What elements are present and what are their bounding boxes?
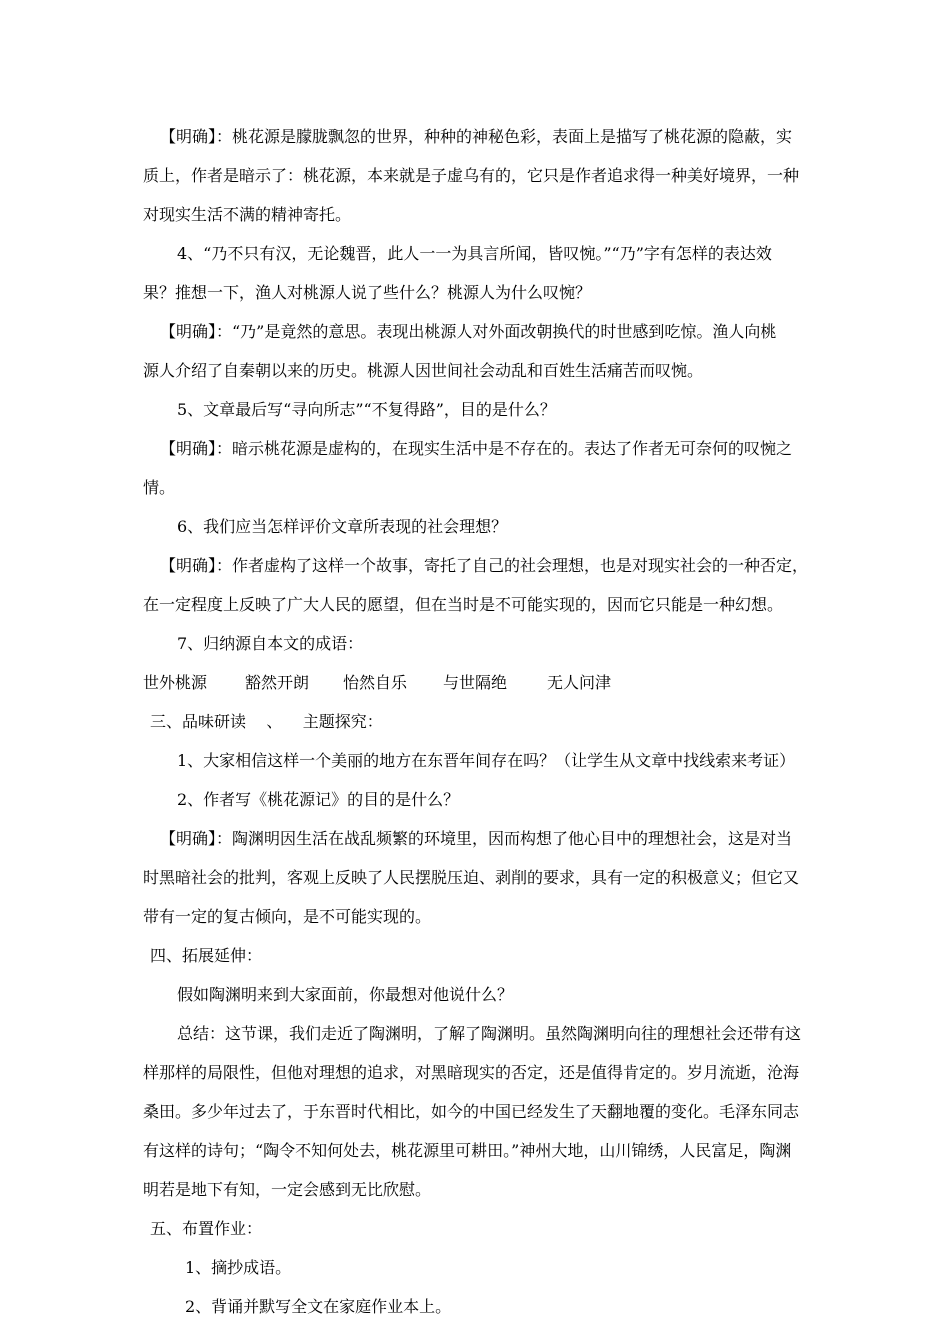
summary-line: 总结：这节课，我们走近了陶渊明，了解了陶渊明。虽然陶渊明向往的理想社会还带有这 bbox=[177, 1024, 802, 1043]
answer-line: 时黑暗社会的批判，客观上反映了人民摆脱压迫、剥削的要求，具有一定的积极意义；但它又 bbox=[143, 868, 800, 887]
idiom-item: 与世隔绝 bbox=[443, 673, 508, 692]
answer-line: 在一定程度上反映了广大人民的愿望，但在当时是不可能实现的，因而它只能是一种幻想。 bbox=[143, 595, 784, 614]
idiom-item: 世外桃源 bbox=[143, 673, 208, 692]
answer-line: 情。 bbox=[143, 478, 176, 497]
summary-line: 明若是地下有知，一定会感到无比欣慰。 bbox=[143, 1180, 432, 1199]
homework-item: 1、摘抄成语。 bbox=[185, 1258, 292, 1277]
question-line: 假如陶渊明来到大家面前，你最想对他说什么？ bbox=[177, 985, 514, 1004]
idiom-item: 无人问津 bbox=[547, 673, 612, 692]
question-line: 1、大家相信这样一个美丽的地方在东晋年间存在吗？（让学生从文章中找线索来考证） bbox=[177, 751, 796, 770]
paragraph-line: 【明确】：桃花源是朦胧飘忽的世界，种种的神秘色彩，表面上是描写了桃花源的隐蔽，实 bbox=[160, 127, 793, 146]
section-heading: 五、布置作业： bbox=[150, 1219, 263, 1238]
idiom-item: 怡然自乐 bbox=[343, 673, 408, 692]
answer-line: 【明确】：“乃”是竟然的意思。表现出桃源人对外面改朝换代的时世感到吃惊。渔人向桃 bbox=[160, 322, 777, 341]
summary-line: 样那样的局限性，但他对理想的追求，对黑暗现实的否定，还是值得肯定的。岁月流逝，沧海 bbox=[143, 1063, 800, 1082]
paragraph-line: 质上，作者是暗示了：桃花源，本来就是子虚乌有的，它只是作者追求得一种美好境界，一种 bbox=[143, 166, 800, 185]
answer-line: 带有一定的复古倾向，是不可能实现的。 bbox=[143, 907, 432, 926]
answer-line: 源人介绍了自秦朝以来的历史。桃源人因世间社会动乱和百姓生活痛苦而叹惋。 bbox=[143, 361, 704, 380]
question-line: 7、归纳源自本文的成语： bbox=[177, 634, 364, 653]
question-line: 2、作者写《桃花源记》的目的是什么？ bbox=[177, 790, 460, 809]
answer-line: 【明确】：作者虚构了这样一个故事，寄托了自己的社会理想，也是对现实社会的一种否定， bbox=[160, 556, 809, 575]
section-heading: 四、拓展延伸： bbox=[150, 946, 263, 965]
question-line: 4、“乃不只有汉，无论魏晋，此人一一为具言所闻，皆叹惋。”“乃”字有怎样的表达效 bbox=[177, 244, 772, 263]
idiom-item: 豁然开朗 bbox=[245, 673, 310, 692]
idiom-list bbox=[143, 673, 611, 693]
paragraph-line: 对现实生活不满的精神寄托。 bbox=[143, 205, 352, 224]
summary-line: 桑田。多少年过去了，于东晋时代相比，如今的中国已经发生了天翻地覆的变化。毛泽东同志 bbox=[143, 1102, 800, 1121]
summary-line: 有这样的诗句；“陶令不知何处去，桃花源里可耕田。”神州大地，山川锦绣，人民富足，陶渊 bbox=[143, 1141, 792, 1160]
answer-line: 【明确】：陶渊明因生活在战乱频繁的环境里，因而构想了他心目中的理想社会，这是对当 bbox=[160, 829, 793, 848]
question-line: 果？推想一下，渔人对桃源人说了些什么？桃源人为什么叹惋？ bbox=[143, 283, 592, 302]
section-heading: 三、品味研读 、 主题探究： bbox=[150, 712, 383, 731]
homework-item: 2、背诵并默写全文在家庭作业本上。 bbox=[185, 1297, 452, 1316]
question-line: 5、文章最后写“寻向所志”“不复得路”，目的是什么？ bbox=[177, 400, 556, 419]
question-line: 6、我们应当怎样评价文章所表现的社会理想？ bbox=[177, 517, 508, 536]
answer-line: 【明确】：暗示桃花源是虚构的，在现实生活中是不存在的。表达了作者无可奈何的叹惋之 bbox=[160, 439, 793, 458]
